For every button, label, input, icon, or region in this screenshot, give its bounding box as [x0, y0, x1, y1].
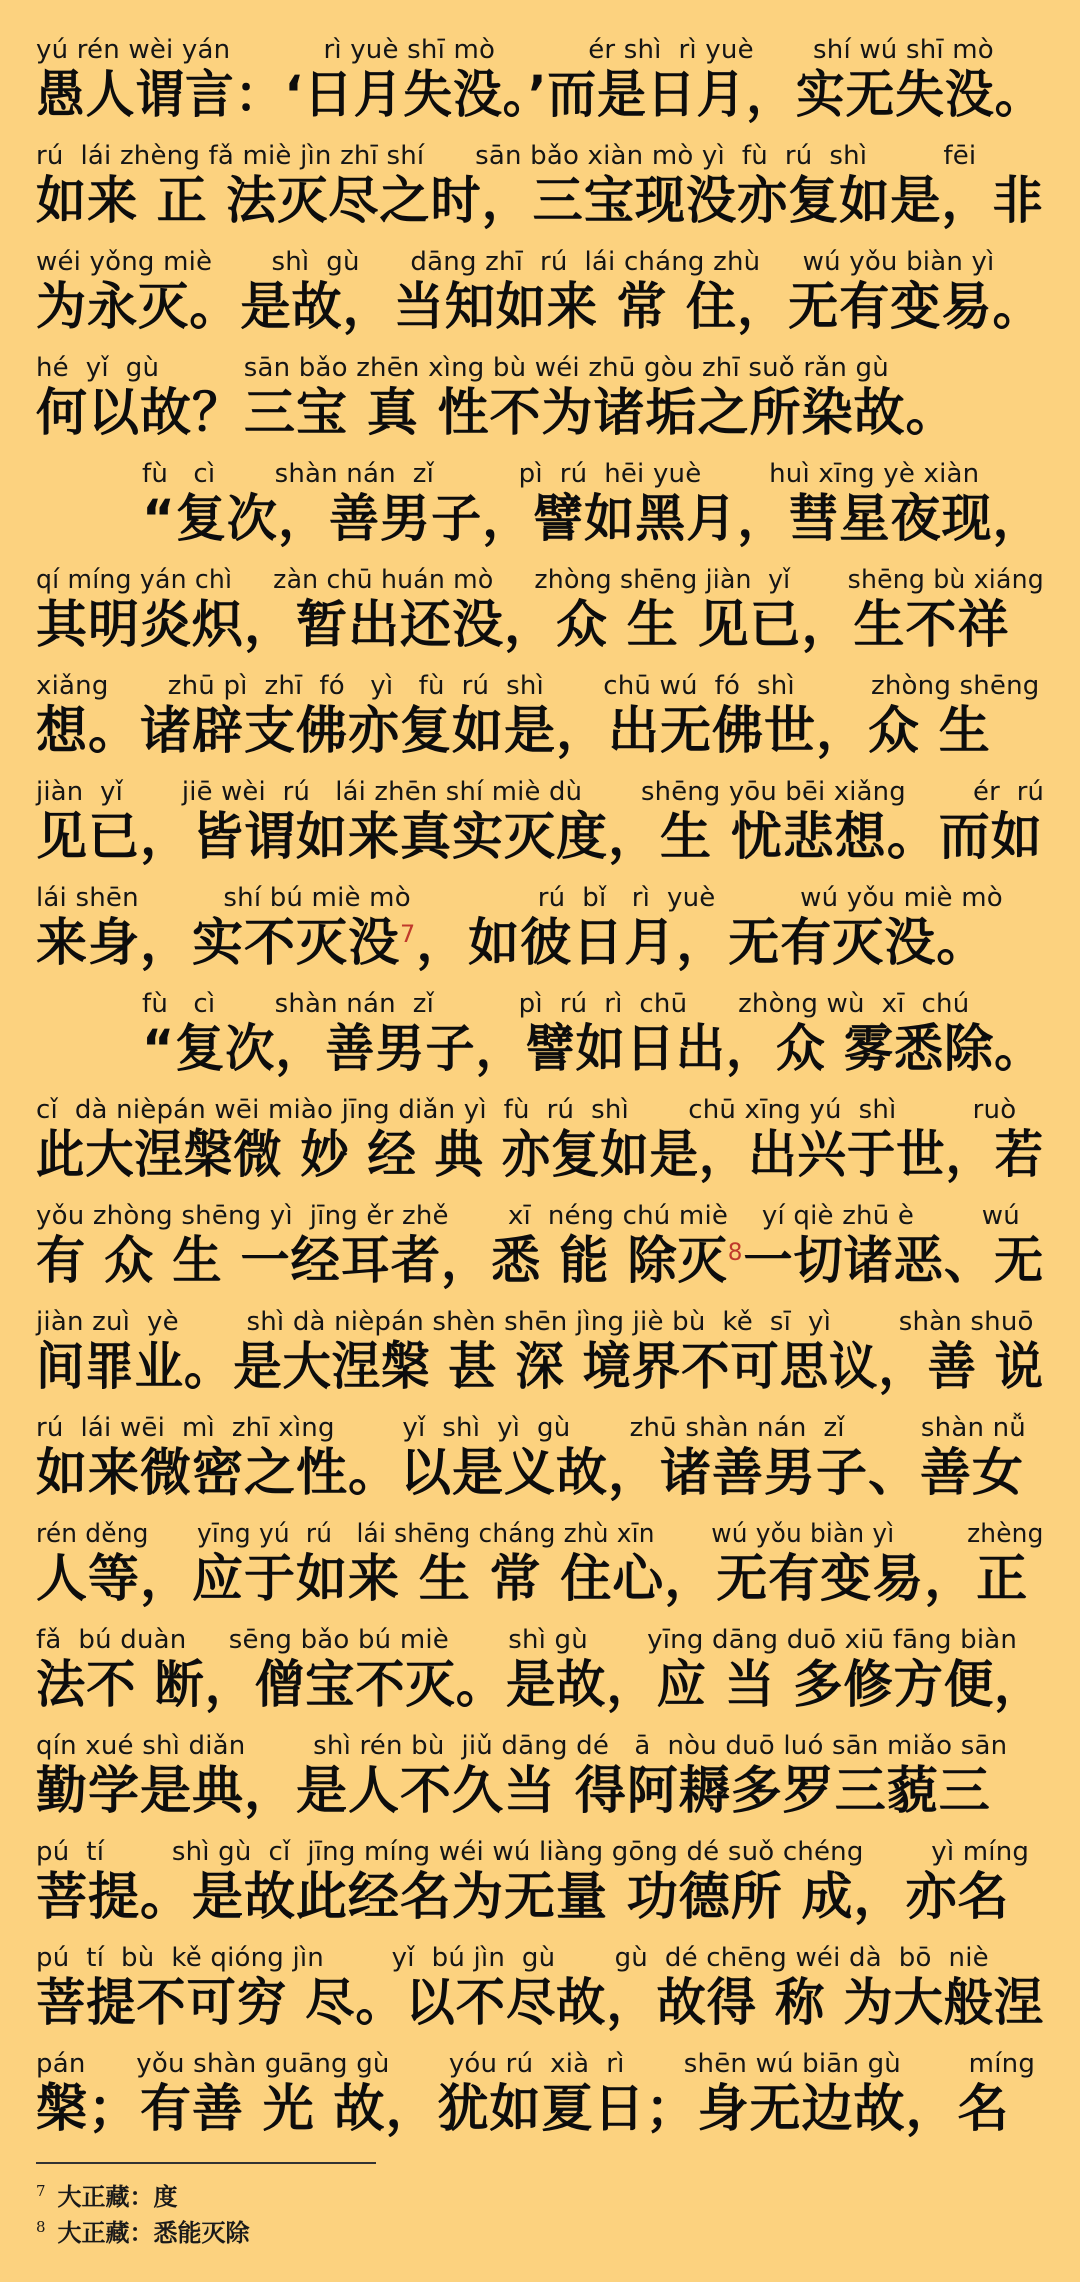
pinyin-row: qín xué shì diǎn shì rén bù jiǔ dāng dé ā nòu duō luó sān miǎo sān: [36, 1731, 1008, 1761]
footnote-number: 7: [36, 2182, 46, 2200]
pinyin-row: fù cì shàn nán zǐ pì rú rì chū zhòng wù xī chú: [142, 989, 970, 1019]
hanzi-row: 人等，应于如来 生 常 住心，无有变易，正: [36, 1550, 1029, 1609]
text-line: [36, 1306, 1044, 1398]
text-line: [36, 2048, 1044, 2140]
hanzi-segment: ，如彼日月，无有灭没。: [416, 914, 989, 973]
text-line: [36, 1518, 1044, 1610]
hanzi-row: 此大涅槃微 妙 经 典 亦复如是，出兴于世，若: [36, 1126, 1045, 1185]
text-line: [36, 140, 1044, 232]
text-line: [36, 352, 1044, 444]
pinyin-row: pú tí shì gù cǐ jīng míng wéi wú liàng gōng dé suǒ chéng yì míng: [36, 1837, 1030, 1867]
hanzi-row: 菩提不可穷 尽。以不尽故，故得 称 为大般涅: [36, 1974, 1045, 2033]
pinyin-row: jiàn yǐ jiē wèi rú lái zhēn shí miè dù shēng yōu bēi xiǎng ér rú: [36, 777, 1045, 807]
pinyin-row: rén děng yīng yú rú lái shēng cháng zhù xīn wú yǒu biàn yì zhèng: [36, 1519, 1044, 1549]
footnote: [36, 2176, 178, 2212]
pinyin-row: rú lái wēi mì zhī xìng yǐ shì yì gù zhū shàn nán zǐ shàn nǚ: [36, 1413, 1026, 1443]
pinyin-row: pú tí bù kě qióng jìn yǐ bú jìn gù gù dé chēng wéi dà bō niè: [36, 1943, 989, 1973]
hanzi-row: “复次，善男子，譬如日出，众 雾悉除。: [142, 1020, 1045, 1079]
pinyin-row: qí míng yán chì zàn chū huán mò zhòng shēng jiàn yǐ shēng bù xiáng: [36, 565, 1044, 595]
footnote-text: 大正藏：度: [57, 2182, 178, 2211]
footnote-number: 8: [36, 2218, 46, 2236]
hanzi-row: 菩提。是故此经名为无量 功德所 成，亦名: [36, 1868, 1010, 1927]
footnote-text: 大正藏：悉能灭除: [57, 2218, 250, 2247]
footnote-marker: 7: [400, 920, 417, 948]
text-line: [36, 776, 1044, 868]
pinyin-row: jiàn zuì yè shì dà nièpán shèn shēn jìng jiè bù kě sī yì shàn shuō: [36, 1307, 1034, 1337]
pinyin-row: xiǎng zhū pì zhī fó yì fù rú shì chū wú fó shì zhòng shēng: [36, 671, 1040, 701]
footnote-marker: 8: [727, 1238, 744, 1266]
pinyin-row: lái shēn shí bú miè mò rú bǐ rì yuè wú yǒu miè mò: [36, 883, 1003, 913]
hanzi-row: “复次，善男子，譬如黑月，彗星夜现，: [142, 490, 1044, 549]
text-line: [36, 1942, 1044, 2034]
text-line: [142, 988, 1044, 1080]
hanzi-row: 勤学是典，是人不久当 得阿耨多罗三藐三: [36, 1762, 991, 1821]
text-line: [142, 458, 1044, 550]
hanzi-row: 为永灭。是故，当知如来 常 住，无有变易。: [36, 278, 1044, 337]
hanzi-row: 间罪业。是大涅槃 甚 深 境界不可思议，善 说: [36, 1338, 1045, 1397]
text-line: [36, 1730, 1044, 1822]
hanzi-segment: 有 众 生 一经耳者，悉 能 除灭: [36, 1232, 728, 1291]
pinyin-row: fù cì shàn nán zǐ pì rú hēi yuè huì xīng yè xiàn: [142, 459, 980, 489]
text-line: [36, 1200, 1044, 1292]
pinyin-row: fǎ bú duàn sēng bǎo bú miè shì gù yīng dāng duō xiū fāng biàn: [36, 1625, 1018, 1655]
hanzi-row: 愚人谓言：‘日月失没。’而是日月，实无失没。: [36, 66, 1045, 125]
footnote-divider: [36, 2162, 376, 2164]
text-line: [36, 1412, 1044, 1504]
hanzi-segment: 来身，实不灭没: [36, 914, 401, 973]
hanzi-row: 如来 正 法灭尽之时，三宝现没亦复如是，非: [36, 172, 1044, 231]
pinyin-row: hé yǐ gù sān bǎo zhēn xìng bù wéi zhū gòu zhī suǒ rǎn gù: [36, 353, 889, 383]
hanzi-row: 其明炎炽，暂出还没，众 生 见已，生不祥: [36, 596, 1010, 655]
text-line: [36, 1094, 1044, 1186]
pinyin-row: wéi yǒng miè shì gù dāng zhī rú lái cháng zhù wú yǒu biàn yì: [36, 247, 995, 277]
hanzi-segment: 一切诸恶、无: [743, 1232, 1045, 1291]
hanzi-row: [36, 1232, 1045, 1292]
footnote: [36, 2212, 250, 2248]
hanzi-row: 槃；有善 光 故，犹如夏日；身无边故，名: [36, 2080, 1010, 2139]
hanzi-row: 想。诸辟支佛亦复如是，出无佛世，众 生: [36, 702, 991, 761]
text-line: [36, 670, 1044, 762]
text-line: [36, 1624, 1044, 1716]
text-line: [36, 882, 1044, 974]
hanzi-row: 如来微密之性。以是义故，诸善男子、善女: [36, 1444, 1025, 1503]
text-line: [36, 1836, 1044, 1928]
pinyin-row: yǒu zhòng shēng yì jīng ěr zhě xī néng chú miè yí qiè zhū è wú: [36, 1201, 1020, 1231]
pinyin-row: pán yǒu shàn guāng gù yóu rú xià rì shēn wú biān gù míng: [36, 2049, 1036, 2079]
hanzi-row: 何以故？三宝 真 性不为诸垢之所染故。: [36, 384, 958, 443]
pinyin-row: rú lái zhèng fǎ miè jìn zhī shí sān bǎo xiàn mò yì fù rú shì fēi: [36, 141, 977, 171]
pinyin-row: cǐ dà nièpán wēi miào jīng diǎn yì fù rú shì chū xīng yú shì ruò: [36, 1095, 1017, 1125]
text-line: [36, 246, 1044, 338]
text-line: [36, 34, 1044, 126]
text-line: [36, 564, 1044, 656]
pinyin-row: yú rén wèi yán rì yuè shī mò ér shì rì yuè shí wú shī mò: [36, 35, 994, 65]
hanzi-row: 见已，皆谓如来真实灭度，生 忧悲想。而如: [36, 808, 1043, 867]
hanzi-row: 法不 断，僧宝不灭。是故，应 当 多修方便，: [36, 1656, 1045, 1715]
hanzi-row: [36, 914, 1044, 974]
